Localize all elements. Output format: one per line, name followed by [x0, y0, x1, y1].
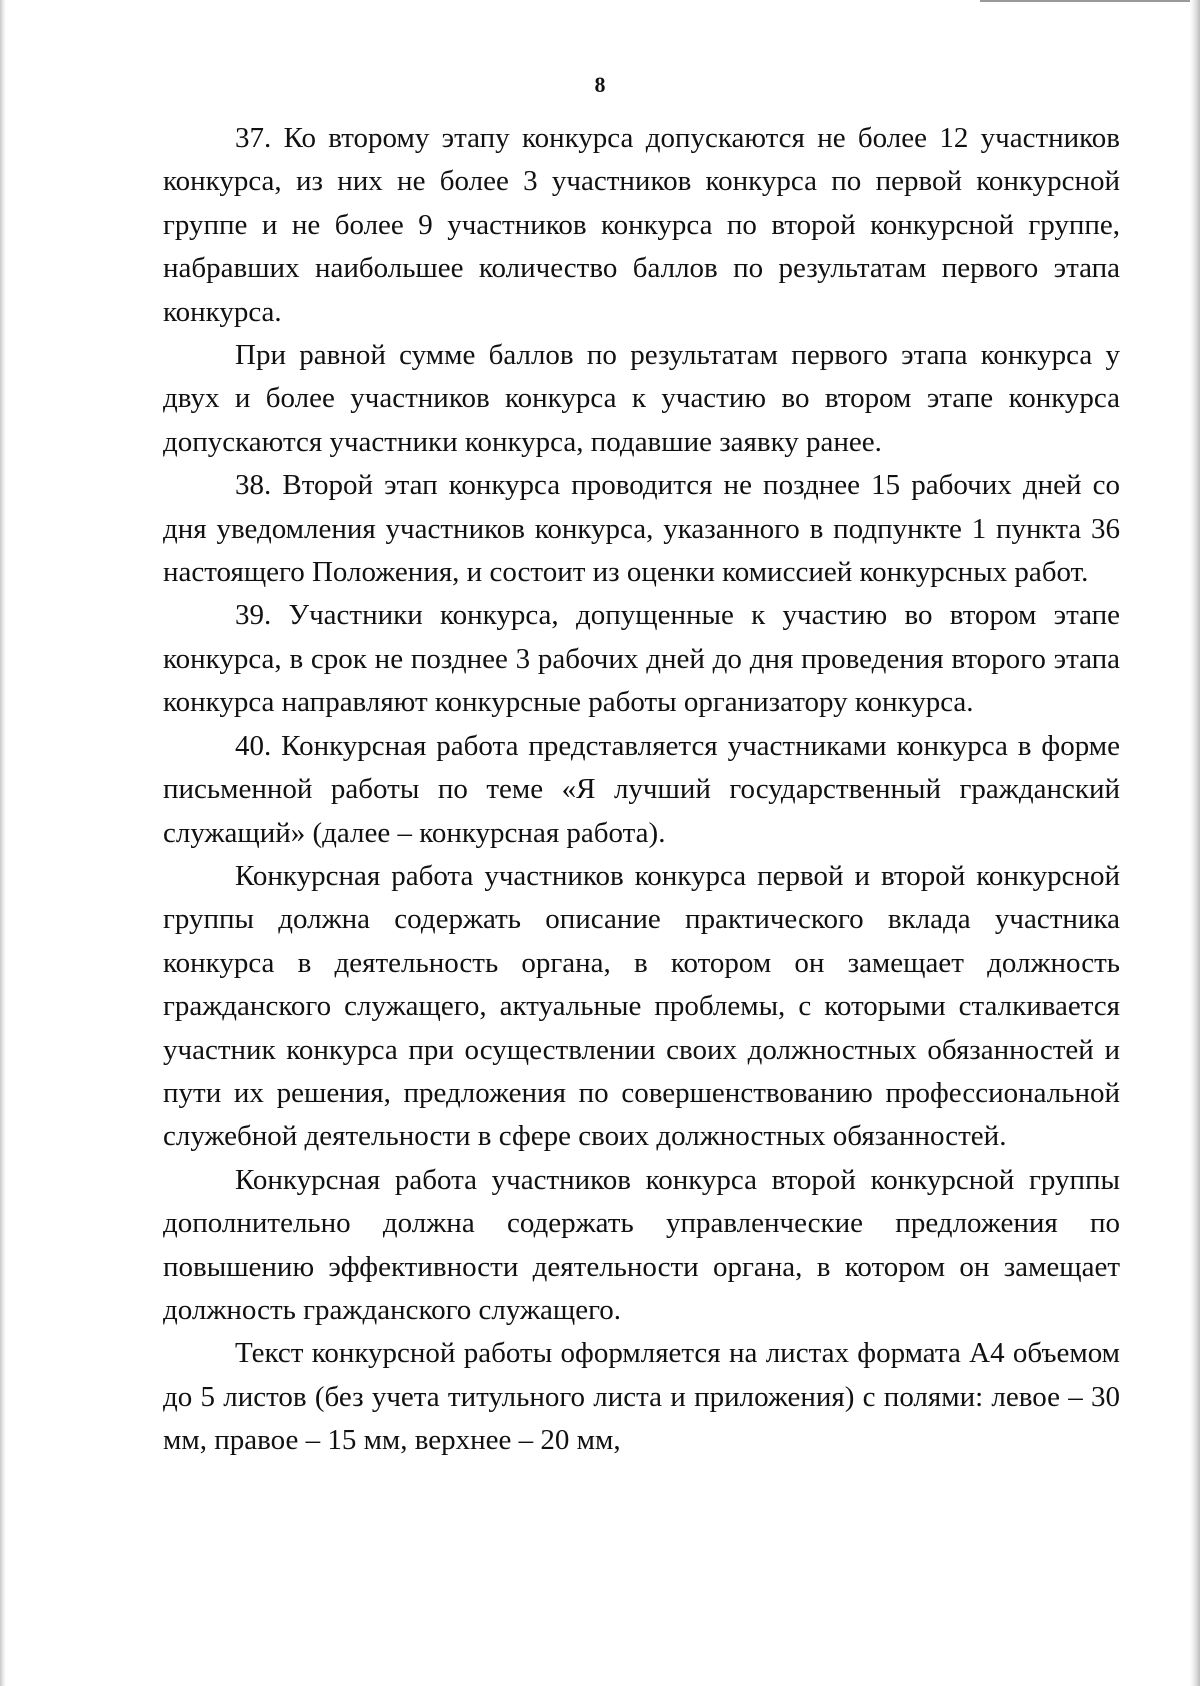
- scan-edge-left: [0, 0, 6, 1686]
- paragraph-40: 40. Конкурсная работа представляется участниками конкурса в форме письменной работы по теме «Я лучший государственный гражданский служащий» (далее – конкурсная работа).: [163, 729, 1120, 849]
- paragraph-37: 37. Ко второму этапу конкурса допускаются не более 12 участников конкурса, из них не более 3 участников конкурса по первой конкурсной группе и не более 9 участников конкурса по второй конкурсной группе, набравших наибольшее количество баллов по результатам первого этапа конкурса.: [163, 122, 1120, 328]
- paragraph-second-group: Конкурсная работа участников конкурса второй конкурсной группы дополнительно должна содержать управленческие предложения по повышению эффективности деятельности органа, в котором он замещает должность гражданского служащего.: [163, 1163, 1120, 1326]
- document-body: [163, 117, 1120, 1463]
- scan-edge-right: [1190, 0, 1200, 1686]
- scan-corner-mark: [980, 0, 1190, 2]
- paragraph-equal-score: При равной сумме баллов по результатам первого этапа конкурса у двух и более участников конкурса к участию во втором этапе конкурса допускаются участники конкурса, подавшие заявку ранее.: [163, 339, 1120, 458]
- paragraph-work-content: Конкурсная работа участников конкурса первой и второй конкурсной группы должна содержать описание практического вклада участника конкурса в деятельность органа, в котором он замещает должность гражданского служащего, актуальные проблемы, с которыми сталкивается участник конкурса при осуществлении своих должностных обязанностей и пути их решения, предложения по совершенствованию профессиональной служебной деятельности в сфере своих должностных обязанностей.: [163, 859, 1120, 1153]
- paragraph-39: 39. Участники конкурса, допущенные к участию во втором этапе конкурса, в срок не позднее 3 рабочих дней до дня проведения второго этапа конкурса направляют конкурсные работы организатору конкурса.: [163, 599, 1120, 719]
- paragraph-formatting: Текст конкурсной работы оформляется на листах формата А4 объемом до 5 листов (без учета титульного листа и приложения) с полями: левое – 30 мм, правое – 15 мм, верхнее – 20 мм,: [163, 1337, 1120, 1457]
- page-number: 8: [594, 72, 606, 97]
- paragraph-38: 38. Второй этап конкурса проводится не позднее 15 рабочих дней со дня уведомления участников конкурса, указанного в подпункте 1 пункта 36 настоящего Положения, и состоит из оценки комиссией конкурсных работ.: [163, 469, 1120, 589]
